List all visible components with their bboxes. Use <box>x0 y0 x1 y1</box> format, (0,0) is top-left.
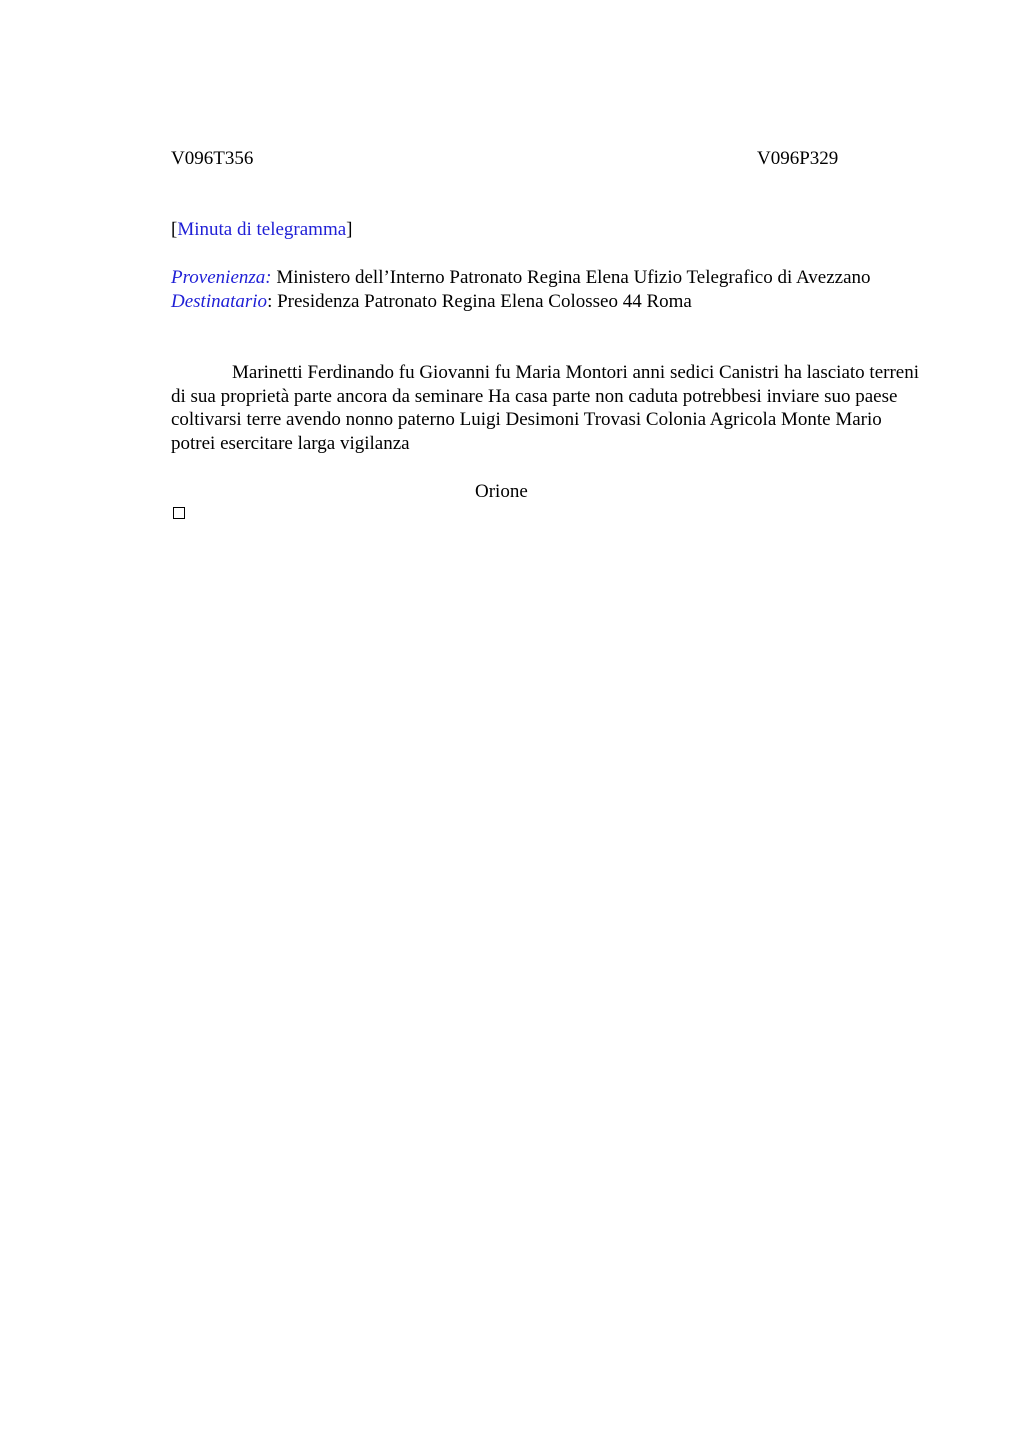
recipient-value: : Presidenza Patronato Regina Elena Colosseo 44 Roma <box>267 290 692 312</box>
document-reference-right: V096P329 <box>757 148 839 169</box>
provenance-line <box>171 266 891 290</box>
provenance-label: Provenienza: <box>171 267 272 288</box>
provenance-value: Ministero dell’Interno Patronato Regina Elena Ufizio Telegrafico di Avezzano <box>271 267 871 288</box>
document-metadata <box>171 266 891 313</box>
recipient-line <box>171 290 891 314</box>
document-type <box>171 218 353 242</box>
recipient-label: Destinatario <box>171 290 268 312</box>
telegram-body: Marinetti Ferdinando fu Giovanni fu Maria Montori anni sedici Canistri ha lasciato terreni di sua proprietà parte ancora da seminare Ha casa parte non caduta potrebbesi inviare suo paese coltivarsi terre avendo nonno paterno Luigi Desimoni Trovasi Colonia Agricola Monte Mario potrei esercitare larga vigilanza <box>171 362 919 454</box>
bracket-close: ] <box>346 219 353 240</box>
document-reference-left: V096T356 <box>171 148 254 169</box>
checkbox-square[interactable] <box>173 507 185 519</box>
document-type-label: Minuta di telegramma <box>177 219 347 240</box>
bracket-open: [ <box>171 219 178 240</box>
signature: Orione <box>475 481 528 502</box>
